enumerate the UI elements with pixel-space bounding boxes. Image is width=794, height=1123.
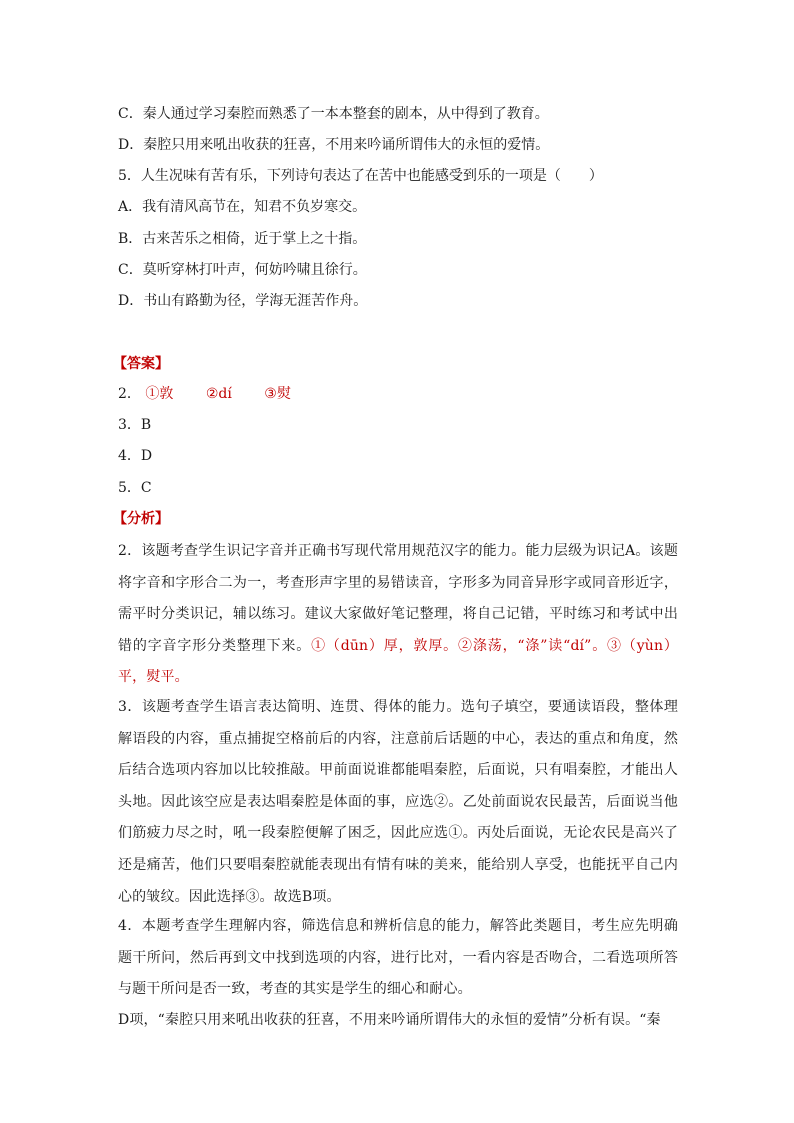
analysis-2-answers: ①（dūn）厚，敦厚。②涤荡，“涤”读“dí”。③（yùn）平，熨平。	[118, 637, 678, 686]
answer-4: 4．D	[118, 448, 153, 464]
question-5-stem: 5．人生况味有苦有乐，下列诗句表达了在苦中也能感受到乐的一项是（ ）	[118, 168, 603, 184]
option-a-q5: A．我有清风高节在，知君不负岁寒交。	[118, 199, 367, 215]
answer-2-part-1: ①敦	[145, 386, 174, 402]
answer-5: 5．C	[118, 480, 152, 496]
option-b-q5: B．古来苦乐之相倚，近于掌上之十指。	[118, 231, 367, 247]
answer-2-part-3: ③熨	[264, 386, 291, 402]
analysis-4: 4．本题考查学生理解内容，筛选信息和辨析信息的能力，解答此类题目，考生应先明确题干所问，然后再到文中找到选项的内容，进行比对，一看内容是否吻合，二看选项所答与题干所问是否一致，考查的其实是学生的细心和耐心。	[118, 918, 678, 998]
option-c-q4: C．秦人通过学习秦腔而熟悉了一本本整套的剧本，从中得到了教育。	[118, 106, 549, 122]
analysis-4-d: D项，“秦腔只用来吼出收获的狂喜，不用来吟诵所谓伟大的永恒的爱情”分析有误。“秦	[118, 1012, 661, 1028]
analysis-2-text: 2．该题考查学生识记字音并正确书写现代常用规范汉字的能力。能力层级为识记A。该题将字音和字形合二为一，考查形声字里的易错读音，字形多为同音异形字或同音形近字，需平时分类识记，辅以练习。建议大家做好笔记整理，将自己记错，平时练习和考试中出错的字音字形分类整理下来。	[118, 543, 678, 654]
option-c-q5: C．莫听穿林打叶声，何妨吟啸且徐行。	[118, 262, 367, 278]
option-d-q4: D．秦腔只用来吼出收获的狂喜，不用来吟诵所谓伟大的永恒的爱情。	[118, 137, 550, 153]
answer-2	[118, 384, 678, 404]
answer-heading: 【答案】	[113, 356, 169, 372]
answer-3: 3．B	[118, 417, 152, 433]
answer-2-number: 2．	[118, 386, 141, 402]
analysis-3: 3．该题考查学生语言表达简明、连贯、得体的能力。选句子填空，要通读语段，整体理解语段的内容，重点捕捉空格前后的内容，注意前后话题的中心，表达的重点和角度，然后结合选项内容加以比较推敲。甲前面说谁都能唱秦腔，后面说，只有唱秦腔，才能出人头地。因此该空应是表达唱秦腔是体面的事，应选②。乙处前面说农民最苦，后面说当他们筋疲力尽之时，吼一段秦腔便解了困乏，因此应选①。丙处后面说，无论农民是高兴了还是痛苦，他们只要唱秦腔就能表现出有情有味的美来，能给别人享受，也能抚平自己内心的皱纹。因此选择③。故选B项。	[118, 699, 678, 905]
option-d-q5: D．书山有路勤为径，学海无涯苦作舟。	[118, 293, 368, 309]
answer-2-part-2: ②dí	[205, 386, 232, 402]
analysis-heading: 【分析】	[113, 511, 169, 527]
analysis-2	[118, 536, 678, 694]
